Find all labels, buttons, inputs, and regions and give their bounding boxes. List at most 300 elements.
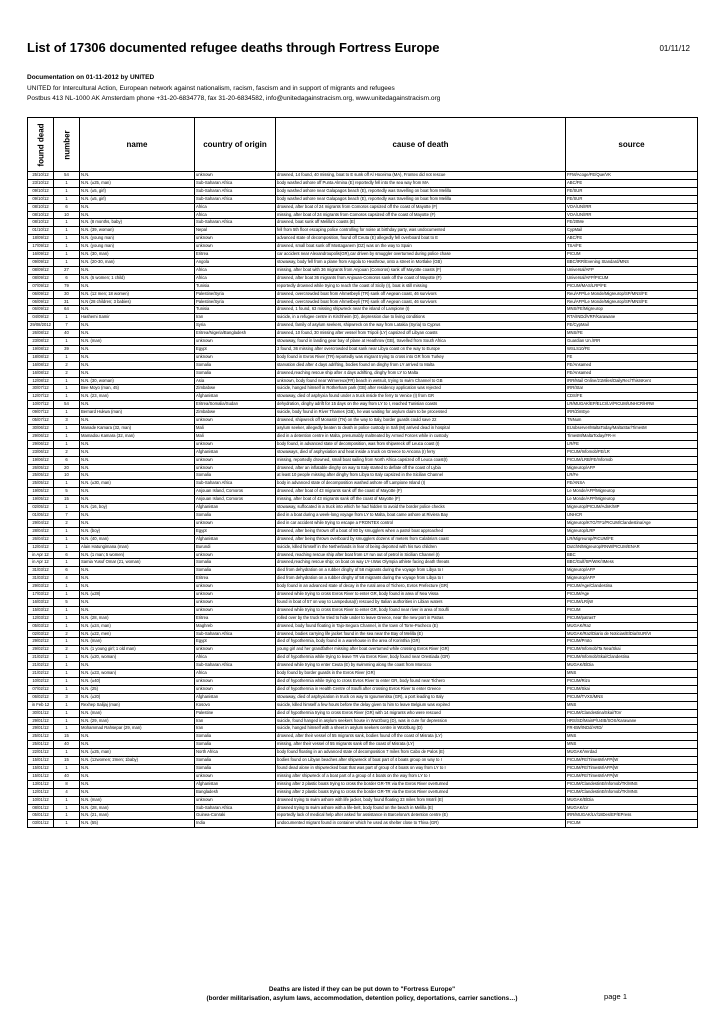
source-cell: PICUM/Skai <box>566 685 698 693</box>
table-row <box>28 290 698 298</box>
source-cell: Migreurop/AFP <box>566 575 698 583</box>
date-cell: 26/04/12 <box>28 535 54 543</box>
number-cell: 1 <box>54 638 80 646</box>
source-cell: FR-BW/INDd/ARD/ <box>566 725 698 733</box>
source-cell: EUobserver/MaltaToday/MaltaStar/TimesM <box>566 425 698 433</box>
name-cell: N.N. (±22, men) <box>80 630 195 638</box>
number-cell: 1 <box>54 559 80 567</box>
number-cell: 10 <box>54 472 80 480</box>
name-cell: N.N. (39, woman) <box>80 227 195 235</box>
table-row <box>28 575 698 583</box>
date-cell: 19/06/12 <box>28 456 54 464</box>
number-cell: 15 <box>54 733 80 741</box>
name-cell: N.N. (man) <box>80 709 195 717</box>
source-cell: MUGAK/LV <box>566 804 698 812</box>
country-cell: Egypt <box>195 345 276 353</box>
number-cell: 1 <box>54 685 80 693</box>
country-cell: Angola <box>195 258 276 266</box>
cause-cell: died of hypothermia, body found in a warehouse in the area of Korinthia (GR) <box>276 638 566 646</box>
table-row <box>28 235 698 243</box>
country-cell: Zimbabwe <box>195 409 276 417</box>
cause-cell: suicide, killed himself a few hours before the delay given to him to leave Belgium was expired <box>276 701 566 709</box>
table-row <box>28 527 698 535</box>
country-cell: Eritrea <box>195 614 276 622</box>
number-cell: 1 <box>54 338 80 346</box>
table-row <box>28 567 698 575</box>
table-row <box>28 322 698 330</box>
number-cell: 1 <box>54 227 80 235</box>
document-date: 01/11/12 <box>659 44 690 53</box>
name-cell: N.N. (young man) <box>80 243 195 251</box>
name-cell: N.N. (28, man) <box>80 614 195 622</box>
number-cell: 1 <box>54 353 80 361</box>
table-row <box>28 583 698 591</box>
source-cell: PICUM/LRB/FE/Infomob <box>566 456 698 464</box>
date-cell: 29/06/12 <box>28 440 54 448</box>
source-cell: FE/ANSA <box>566 480 698 488</box>
table-row <box>28 670 698 678</box>
number-cell: 15 <box>54 496 80 504</box>
country-cell: Somalia <box>195 361 276 369</box>
number-cell: 1 <box>54 527 80 535</box>
source-cell: WSLS10/FE <box>566 345 698 353</box>
country-cell: unknown <box>195 353 276 361</box>
country-cell: Somalia <box>195 559 276 567</box>
date-cell: 29/01/12 <box>28 725 54 733</box>
cause-cell: missing, reportedly drowned, small boat sailing from North Africa capsized off Leuca coast(I) <box>276 456 566 464</box>
table-row <box>28 227 698 235</box>
number-cell: 1 <box>54 606 80 614</box>
source-cell: BBC/IRR/Evening Standard/MNS <box>566 258 698 266</box>
date-cell: 13/01/12 <box>28 780 54 788</box>
country-cell: Afghanistan <box>195 504 276 512</box>
number-cell: 30 <box>54 290 80 298</box>
cause-cell: died from dehydration on a rubber dinghy of 58 migrants during the voyage from Libya to I <box>276 575 566 583</box>
number-cell: 2 <box>54 630 80 638</box>
documentation-header: Documentation on 01-11-2012 by UNITED <box>27 74 155 81</box>
name-cell: N.N. (man) <box>80 338 195 346</box>
number-cell: 1 <box>54 543 80 551</box>
table-row <box>28 788 698 796</box>
number-cell: 1 <box>54 314 80 322</box>
country-cell: Nepal <box>195 227 276 235</box>
table-row <box>28 266 698 274</box>
date-cell: 25/01/12 <box>28 733 54 741</box>
name-cell: N.N. <box>80 456 195 464</box>
name-cell: N.N. <box>80 440 195 448</box>
document-title: List of 17306 documented refugee deaths through Fortress Europe <box>27 40 440 55</box>
table-row <box>28 622 698 630</box>
country-cell: unknown <box>195 606 276 614</box>
cause-cell: dehydration, dinghy adrift for 15 days on the way from LY to I, reached Tunisian coasts <box>276 401 566 409</box>
source-cell: IRR/Mail Online/21Miles/DailyRec/ThisIsKent <box>566 377 698 385</box>
country-cell: unknown <box>195 551 276 559</box>
country-cell: Somalia <box>195 733 276 741</box>
source-cell: FE/SUR <box>566 187 698 195</box>
source-cell: PICUM <box>566 251 698 259</box>
date-cell: 29/08/2012 <box>28 322 54 330</box>
source-cell: MNS <box>566 670 698 678</box>
name-cell: N.N. (16, boy) <box>80 504 195 512</box>
source-cell: MNS <box>566 701 698 709</box>
source-cell: IRR/ZimEye <box>566 409 698 417</box>
source-cell: Migreurop/PICUM/AdnK/MP <box>566 504 698 512</box>
cause-cell: fell from 5th floor escaping police controlling for noise at birthday party, was undocumented <box>276 227 566 235</box>
table-row <box>28 369 698 377</box>
country-cell: unknown <box>195 235 276 243</box>
source-cell: PICUM/Age <box>566 591 698 599</box>
cause-cell: stowaways, died of asphyxiation and heat inside a truck on Greece to Ancona (I) ferry <box>276 448 566 456</box>
source-cell: VOA/UN/IRR <box>566 211 698 219</box>
country-cell: Afghanistan <box>195 448 276 456</box>
source-cell: PICUM/LR/jW <box>566 598 698 606</box>
table-row <box>28 543 698 551</box>
source-cell: Guardian Un./IRR <box>566 338 698 346</box>
number-cell: 1 <box>54 432 80 440</box>
name-cell: N.N. <box>80 203 195 211</box>
country-cell: Somalia <box>195 741 276 749</box>
organisation-address-line: Postbus 413 NL-1000 AK Amsterdam phone +31-20-6834778, fax 31-20-6834582, info@unitedagainstracism.org, www.unitedagainstracism.org <box>27 94 441 102</box>
date-cell: 08/09/12 <box>28 274 54 282</box>
table-row <box>28 535 698 543</box>
name-cell: N.N. (12women; 2men; 1baby) <box>80 757 195 765</box>
source-cell: PICUM/Clandestina/Skai/ToV <box>566 709 698 717</box>
refugee-deaths-table <box>27 117 698 828</box>
source-cell: PICUM/Rizo <box>566 678 698 686</box>
cause-cell: advanced state of decomposition, found off Ceuta (E) allegedly fell overboard boat to E <box>276 235 566 243</box>
cause-cell: drowned, 14 found, 40 missing, boat to E sunk off Al Hoceima (MA), Frontex did not rescue <box>276 172 566 180</box>
cause-cell: undocumented migrant found in container which he used as shelter close to Thiva (GR) <box>276 820 566 828</box>
source-cell: IRR/MUGAK/LV/18Des/EP/EPress <box>566 812 698 820</box>
country-cell: Africa <box>195 266 276 274</box>
date-cell: 21/02/12 <box>28 662 54 670</box>
source-cell: Migreurop/LRP <box>566 527 698 535</box>
source-cell: PICUM/ClandestinE/Infomob/TK/MNS <box>566 788 698 796</box>
date-cell: 16/08/12 <box>28 369 54 377</box>
number-cell: 27 <box>54 266 80 274</box>
table-row <box>28 361 698 369</box>
date-cell: 09/07/12 <box>28 409 54 417</box>
number-cell: 54 <box>54 172 80 180</box>
table-row <box>28 654 698 662</box>
name-cell: N.N. <box>80 606 195 614</box>
column-header-cause: cause of death <box>276 118 566 172</box>
name-cell: N.N. <box>80 567 195 575</box>
source-cell: FE/SUR <box>566 195 698 203</box>
date-cell: 19/05/12 <box>28 488 54 496</box>
source-cell: PICUM/Age/Clandestina <box>566 583 698 591</box>
table-row <box>28 511 698 519</box>
table-row <box>28 330 698 338</box>
number-cell: 1 <box>54 393 80 401</box>
table-row <box>28 456 698 464</box>
name-cell: N.N. (man) <box>80 638 195 646</box>
table-header-row <box>28 118 698 172</box>
cause-cell: suicide, hanged himself with a sheet in asylum seekers centre in Würzburg (D) <box>276 725 566 733</box>
table-row <box>28 693 698 701</box>
name-cell: N.N. <box>80 266 195 274</box>
cause-cell: body found, in advanced state of decomposition, was from shipwreck off Leuca coast (I) <box>276 440 566 448</box>
cause-cell: bodies found on Libyan beaches after shipwreck of boat part of 4 boats group on way to I <box>276 757 566 765</box>
number-cell: 6 <box>54 551 80 559</box>
number-cell: 7 <box>54 511 80 519</box>
country-cell: Sub-Saharan Africa <box>195 662 276 670</box>
number-cell: 10 <box>54 211 80 219</box>
name-cell: N.N. (23, man) <box>80 393 195 401</box>
cause-cell: reportedly drowned while trying to reach the coast of Sicily (I), boat is still missing <box>276 282 566 290</box>
date-cell: 08/09/12 <box>28 266 54 274</box>
name-cell: N.N. (55) <box>80 820 195 828</box>
table-row <box>28 662 698 670</box>
name-cell: N.N. <box>80 306 195 314</box>
name-cell: N.N. <box>80 764 195 772</box>
name-cell: N.N. <box>80 511 195 519</box>
footer-line-2: (border militarisation, asylum laws, accommodation, detention policy, deportations, carrier sanctions…) <box>206 995 518 1002</box>
cause-cell: drowned, bodies carrying life jacket found in the sea near the Bay of Melilla (E) <box>276 630 566 638</box>
cause-cell: died of hypothermia while trying to cross Evros River to enter GR, body found near Tichero <box>276 678 566 686</box>
cause-cell: drowned, overcrowded boat from Ahmetbeyli (TR) sank off Aegean coast, 46 survivors <box>276 298 566 306</box>
date-cell: 16/03/12 <box>28 598 54 606</box>
name-cell: N.N. (28, man) <box>80 804 195 812</box>
table-row <box>28 764 698 772</box>
name-cell: N.N. <box>80 369 195 377</box>
date-cell: 09/10/12 <box>28 187 54 195</box>
table-row <box>28 780 698 788</box>
source-cell: PICUM/patrasT <box>566 614 698 622</box>
name-cell: N.N. (29, man) <box>80 717 195 725</box>
name-cell: N.N. (12 men; 18 women) <box>80 290 195 298</box>
cause-cell: died of hypothermia in Health Centre of Soufli after crossing Evros River to enter Greece <box>276 685 566 693</box>
name-cell: N.N. (±20) <box>80 693 195 701</box>
date-cell: 06/09/12 <box>28 290 54 298</box>
cause-cell: drowned, after their vessel of 55 migrants sank, bodies found off the coast of Misrata (LY) <box>276 733 566 741</box>
name-cell: N.N. <box>80 733 195 741</box>
date-cell: 12/03/12 <box>28 614 54 622</box>
number-cell: 2 <box>54 646 80 654</box>
country-cell: Bangladesh <box>195 788 276 796</box>
source-cell: FFM/Acoge/FE/Que/VK <box>566 172 698 180</box>
source-cell: MNS <box>566 741 698 749</box>
country-cell: unknown <box>195 772 276 780</box>
name-cell: N.N. <box>80 780 195 788</box>
name-cell: Alain Hatungimana (man) <box>80 543 195 551</box>
cause-cell: missing after shipwreck of a boat part of a group of 4 boats on the way from LY to I <box>276 772 566 780</box>
source-cell: FE/20Me <box>566 219 698 227</box>
name-cell: N.N. <box>80 496 195 504</box>
number-cell: 1 <box>54 235 80 243</box>
cause-cell: stowaway, died of asphyxia found under a truck inside the ferry to Venice (I) from GR <box>276 393 566 401</box>
country-cell: Iran <box>195 717 276 725</box>
name-cell: N.N. (boy) <box>80 527 195 535</box>
country-cell: Africa <box>195 654 276 662</box>
cause-cell: missing, after boat of 24 migrants from Comoros capsized off the coast of Mayotte (F) <box>276 211 566 219</box>
number-cell: 1 <box>54 187 80 195</box>
cause-cell: 3 found, 36 missing after overcrowded boat sank near Libya coast on the way to Europe <box>276 345 566 353</box>
table-row <box>28 314 698 322</box>
cause-cell: drowned, after boat of 24 migrants from Comoros capsized off the coast of Mayotte (F) <box>276 203 566 211</box>
date-cell: 29/06/12 <box>28 432 54 440</box>
name-cell: N.N. (20-30, man) <box>80 258 195 266</box>
date-cell: 23/06/12 <box>28 448 54 456</box>
name-cell: N.N. <box>80 322 195 330</box>
source-cell: PICUM/Infomob/Skai/Clandestina <box>566 654 698 662</box>
country-cell: India <box>195 820 276 828</box>
column-header-source: source <box>566 118 698 172</box>
name-cell: N.N. (25) <box>80 685 195 693</box>
table-row <box>28 377 698 385</box>
name-cell: N.N. <box>80 519 195 527</box>
cause-cell: drowned,reaching rescue ship after 4 days adrifting, dinghy from LY to Malta <box>276 369 566 377</box>
date-cell: 02/05/12 <box>28 504 54 512</box>
cause-cell: drowned, 1 found, 63 missing shipwreck near the island of Lampione (I) <box>276 306 566 314</box>
table-row <box>28 480 698 488</box>
name-cell: N.N. <box>80 330 195 338</box>
source-cell: VOA/UN/IRR <box>566 203 698 211</box>
number-cell: 1 <box>54 219 80 227</box>
cause-cell: car accident near Alexandroupolis(GR),car driven by smuggler overturned during police chase <box>276 251 566 259</box>
country-cell: unknown <box>195 456 276 464</box>
country-cell: Africa <box>195 203 276 211</box>
cause-cell: drowned trying to swim ashore with a life-belt, body found on the beach in Melilla (E) <box>276 804 566 812</box>
source-cell: MUGAK/ElDia <box>566 662 698 670</box>
cause-cell: drowned trying to swim ashore with life jacket, body found floating 33 miles from Motril (E) <box>276 796 566 804</box>
table-row <box>28 630 698 638</box>
column-header-country: country of origin <box>195 118 276 172</box>
number-cell: 64 <box>54 306 80 314</box>
date-cell: 09/10/12 <box>28 195 54 203</box>
country-cell: Somalia <box>195 472 276 480</box>
country-cell: Somalia <box>195 764 276 772</box>
date-cell: 08/10/12 <box>28 211 54 219</box>
number-cell: 1 <box>54 764 80 772</box>
number-cell: 3 <box>54 417 80 425</box>
table-row <box>28 345 698 353</box>
country-cell: unknown <box>195 685 276 693</box>
table-row <box>28 282 698 290</box>
cause-cell: at least 10 people missing after dinghy from Libya to Italy capsized in the Sicilian Channel <box>276 472 566 480</box>
name-cell: N.N. (1 young girl; 1 old man) <box>80 646 195 654</box>
country-cell: Somalia <box>195 567 276 575</box>
country-cell: Sub-Saharan Africa <box>195 179 276 187</box>
cause-cell: drowned while trying to cross Evros River to enter GR, body found in area of Nea Vissa <box>276 591 566 599</box>
table-row <box>28 820 698 828</box>
number-cell: 5 <box>54 488 80 496</box>
table-row <box>28 709 698 717</box>
number-cell: 1 <box>54 678 80 686</box>
number-cell: 1 <box>54 535 80 543</box>
name-cell: N.N. <box>80 211 195 219</box>
number-cell: 2 <box>54 448 80 456</box>
date-cell: 17/09/12 <box>28 243 54 251</box>
source-cell: PICUM/FE/TimesM/AFP/jW <box>566 757 698 765</box>
cause-cell: rolled over by the truck he tried to hide under to leave Greece, near the new port in Patras <box>276 614 566 622</box>
number-cell: 1 <box>54 749 80 757</box>
cause-cell: suicide, in a refugee centre in Kirchheim (D), depression due to living conditions <box>276 314 566 322</box>
number-cell: 40 <box>54 741 80 749</box>
country-cell: Asia <box>195 377 276 385</box>
date-cell: 25/05/12 <box>28 480 54 488</box>
source-cell: MNS/FE <box>566 330 698 338</box>
date-cell: 02/03/12 <box>28 630 54 638</box>
country-cell: Sub-Saharan Africa <box>195 804 276 812</box>
country-cell: unknown <box>195 796 276 804</box>
cause-cell: body in advanced state of decomposition washed ashore off Lampione Island (I) <box>276 480 566 488</box>
number-cell: 1 <box>54 440 80 448</box>
name-cell: Bee Moyo (man, 45) <box>80 385 195 393</box>
cause-cell: died in a boat during a week-long voyage from LY to Malta, boat came ashore at Riviera Bay <box>276 511 566 519</box>
cause-cell: reportedly lack of medical help after asked for assistance in Barcelona's detention centre (E) <box>276 812 566 820</box>
number-cell: 79 <box>54 282 80 290</box>
source-cell: MNS/FE/Migreurop <box>566 306 698 314</box>
table-row <box>28 488 698 496</box>
name-cell: Samia Yusuf Omar (21, woman) <box>80 559 195 567</box>
number-cell: 40 <box>54 330 80 338</box>
table-row <box>28 812 698 820</box>
organisation-line: UNITED for Intercultural Action, European network against nationalism, racism, fascism and in support of migrants and refugees <box>27 85 395 92</box>
source-cell: MUGAK/ElDia <box>566 796 698 804</box>
table-row <box>28 464 698 472</box>
date-cell: 12/08/12 <box>28 377 54 385</box>
country-cell: unknown <box>195 417 276 425</box>
cause-cell: drowned, after an inflatable dinghy on way to Italy started to deflate off the coast of Lybia <box>276 464 566 472</box>
name-cell: N.N. (21, man) <box>80 812 195 820</box>
source-cell: PICUM/Proto <box>566 638 698 646</box>
date-cell: 04/09/12 <box>28 314 54 322</box>
table-row <box>28 725 698 733</box>
source-cell: PICUM/Infomob/Ta Nea/Skai <box>566 646 698 654</box>
number-cell: 5 <box>54 598 80 606</box>
source-cell: TNNum <box>566 417 698 425</box>
date-cell: 06/09/12 <box>28 298 54 306</box>
date-cell: 18/08/12 <box>28 353 54 361</box>
source-cell: UNHCR <box>566 511 698 519</box>
organisation-info <box>27 84 440 103</box>
number-cell: 1 <box>54 670 80 678</box>
name-cell: N.N. (±5, girl) <box>80 187 195 195</box>
table-row <box>28 606 698 614</box>
date-cell: 06/02/12 <box>28 693 54 701</box>
date-cell: 10/07/12 <box>28 401 54 409</box>
cause-cell: drowned, family of asylum seekers, shipwreck on the way from Latakia (Syria) to Cyprus <box>276 322 566 330</box>
table-row <box>28 749 698 757</box>
number-cell: 6 <box>54 567 80 575</box>
table-row <box>28 417 698 425</box>
name-cell: N.N. <box>80 741 195 749</box>
source-cell: IRR/Star <box>566 385 698 393</box>
column-header-found-dead: found dead <box>28 118 54 172</box>
date-cell: 19/05/12 <box>28 496 54 504</box>
country-cell: Somalia <box>195 511 276 519</box>
cause-cell: drowned, small boat sunk off Mostaganem (DZ) was on the way to Spain <box>276 243 566 251</box>
cause-cell: missing, after boat of 43 migrants sank off the coast of Mayotte (F) <box>276 496 566 504</box>
cause-cell: body found floating in an advanced state of decomposition 7 miles from Cabo de Palos (E) <box>276 749 566 757</box>
number-cell: 8 <box>54 780 80 788</box>
number-cell: 2 <box>54 519 80 527</box>
date-cell: 15/01/12 <box>28 757 54 765</box>
source-cell: FE/Ansamed <box>566 361 698 369</box>
source-cell: Le Monde/AFP/Migreurop <box>566 488 698 496</box>
table-row <box>28 701 698 709</box>
table-row <box>28 298 698 306</box>
number-cell: 1 <box>54 717 80 725</box>
cause-cell: suicide, found hanged in asylum seekers house in Wurzburg (D), was in cure for depression <box>276 717 566 725</box>
source-cell: CypMail <box>566 227 698 235</box>
name-cell: Manade Kamara (32, man) <box>80 425 195 433</box>
country-cell: Guinea-Conraki <box>195 812 276 820</box>
country-cell: Africa <box>195 211 276 219</box>
name-cell: N.N. <box>80 353 195 361</box>
country-cell: Africa <box>195 670 276 678</box>
